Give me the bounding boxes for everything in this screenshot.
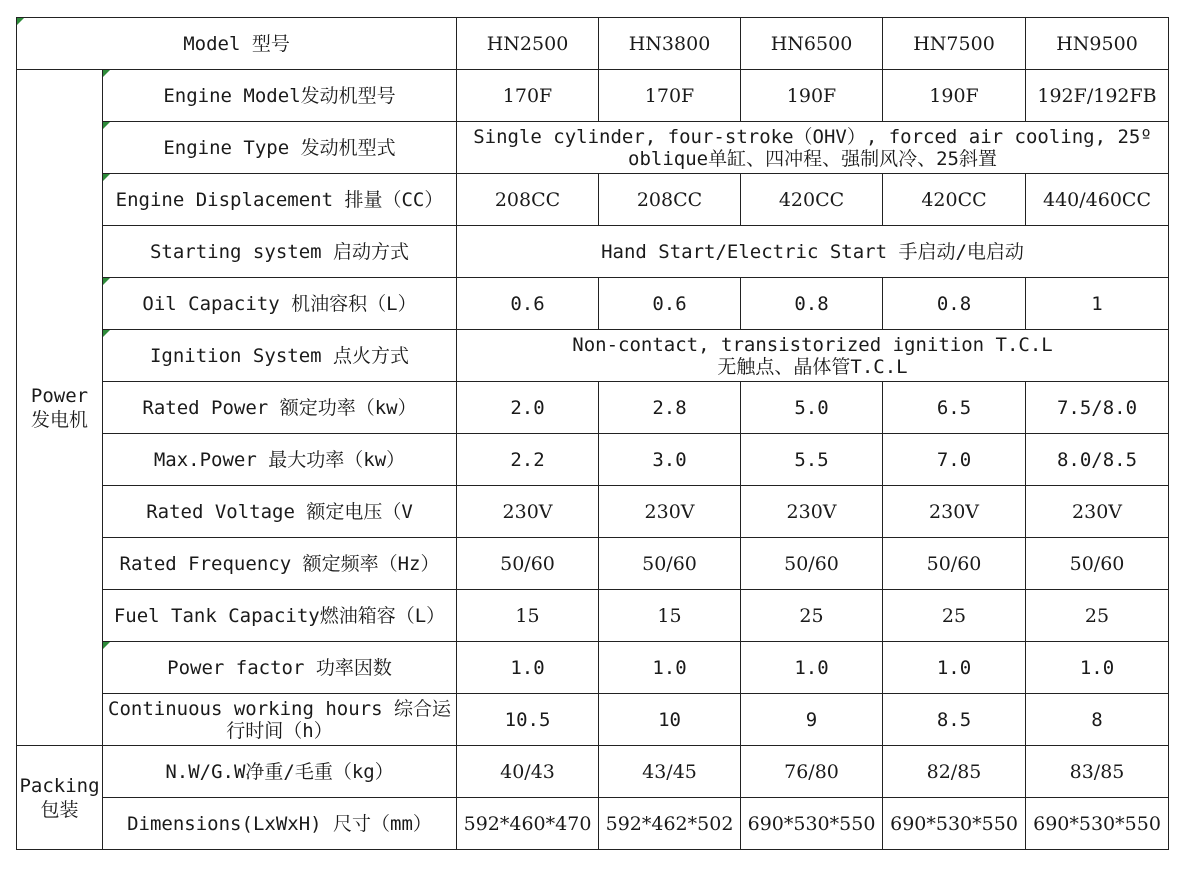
cell-displacement: 420CC <box>741 174 883 226</box>
cell-power-factor: 1.0 <box>741 642 883 694</box>
cell-rated-frequency: 50/60 <box>457 538 599 590</box>
cell-oil-capacity: 1 <box>1026 278 1169 330</box>
label-dimensions: Dimensions(LxWxH) 尺寸（mm） <box>103 798 457 850</box>
model-header-hn3800: HN3800 <box>599 18 741 70</box>
row-oil <box>17 278 1169 330</box>
row-displacement <box>17 174 1169 226</box>
label-working-hours: Continuous working hours 综合运行时间（h） <box>103 694 457 746</box>
cell-dimensions: 690*530*550 <box>883 798 1026 850</box>
cell-ignition: Non-contact, transistorized ignition T.C.L 无触点、晶体管T.C.L <box>457 330 1169 382</box>
cell-working-hours: 8 <box>1026 694 1169 746</box>
label-oil-capacity: Oil Capacity 机油容积（L） <box>103 278 457 330</box>
cell-oil-capacity: 0.8 <box>741 278 883 330</box>
label-engine-type: Engine Type 发动机型式 <box>103 122 457 174</box>
model-header-hn9500: HN9500 <box>1026 18 1169 70</box>
cell-working-hours: 9 <box>741 694 883 746</box>
cell-rated-voltage: 230V <box>599 486 741 538</box>
cell-max-power: 3.0 <box>599 434 741 486</box>
cell-engine-model: 192F/192FB <box>1026 70 1169 122</box>
cell-dimensions: 592*460*470 <box>457 798 599 850</box>
cell-weight: 76/80 <box>741 746 883 798</box>
label-max-power: Max.Power 最大功率（kw） <box>103 434 457 486</box>
row-rated-voltage <box>17 486 1169 538</box>
row-fuel-tank <box>17 590 1169 642</box>
cell-rated-voltage: 230V <box>741 486 883 538</box>
cell-rated-frequency: 50/60 <box>1026 538 1169 590</box>
label-weight: N.W/G.W净重/毛重（kg） <box>103 746 457 798</box>
row-max-power <box>17 434 1169 486</box>
cell-power-factor: 1.0 <box>1026 642 1169 694</box>
spec-table-container <box>16 17 1169 850</box>
cell-working-hours: 10 <box>599 694 741 746</box>
label-ignition: Ignition System 点火方式 <box>103 330 457 382</box>
label-rated-voltage: Rated Voltage 额定电压（V <box>103 486 457 538</box>
cell-weight: 40/43 <box>457 746 599 798</box>
cell-engine-model: 190F <box>883 70 1026 122</box>
cell-engine-model: 170F <box>599 70 741 122</box>
cell-rated-frequency: 50/60 <box>883 538 1026 590</box>
cell-power-factor: 1.0 <box>457 642 599 694</box>
cell-engine-model: 190F <box>741 70 883 122</box>
label-starting: Starting system 启动方式 <box>103 226 457 278</box>
label-rated-power: Rated Power 额定功率（kw） <box>103 382 457 434</box>
label-displacement: Engine Displacement 排量（CC） <box>103 174 457 226</box>
row-ignition <box>17 330 1169 382</box>
cell-oil-capacity: 0.8 <box>883 278 1026 330</box>
cell-rated-power: 7.5/8.0 <box>1026 382 1169 434</box>
cell-dimensions: 592*462*502 <box>599 798 741 850</box>
cell-starting: Hand Start/Electric Start 手启动/电启动 <box>457 226 1169 278</box>
cell-weight: 43/45 <box>599 746 741 798</box>
spec-table <box>16 17 1169 850</box>
cell-fuel-tank: 25 <box>741 590 883 642</box>
cell-working-hours: 8.5 <box>883 694 1026 746</box>
row-engine-type <box>17 122 1169 174</box>
cell-power-factor: 1.0 <box>599 642 741 694</box>
cell-fuel-tank: 25 <box>883 590 1026 642</box>
label-engine-model: Engine Model发动机型号 <box>103 70 457 122</box>
cell-displacement: 208CC <box>599 174 741 226</box>
cell-engine-model: 170F <box>457 70 599 122</box>
cell-rated-power: 2.0 <box>457 382 599 434</box>
row-power-factor <box>17 642 1169 694</box>
cell-rated-voltage: 230V <box>1026 486 1169 538</box>
cell-fuel-tank: 25 <box>1026 590 1169 642</box>
cell-fuel-tank: 15 <box>457 590 599 642</box>
label-fuel-tank: Fuel Tank Capacity燃油箱容（L） <box>103 590 457 642</box>
model-header-hn7500: HN7500 <box>883 18 1026 70</box>
cell-rated-frequency: 50/60 <box>599 538 741 590</box>
cell-max-power: 2.2 <box>457 434 599 486</box>
cell-max-power: 8.0/8.5 <box>1026 434 1169 486</box>
row-rated-frequency <box>17 538 1169 590</box>
cell-rated-voltage: 230V <box>457 486 599 538</box>
row-dimensions <box>17 798 1169 850</box>
cell-displacement: 420CC <box>883 174 1026 226</box>
cell-rated-power: 2.8 <box>599 382 741 434</box>
cell-oil-capacity: 0.6 <box>457 278 599 330</box>
cell-max-power: 5.5 <box>741 434 883 486</box>
cell-engine-type: Single cylinder, four-stroke（OHV）, forced air cooling, 25º oblique单缸、四冲程、强制风冷、25斜置 <box>457 122 1169 174</box>
row-rated-power <box>17 382 1169 434</box>
cell-power-factor: 1.0 <box>883 642 1026 694</box>
cell-dimensions: 690*530*550 <box>741 798 883 850</box>
group-packing: Packing 包装 <box>17 746 103 850</box>
label-rated-frequency: Rated Frequency 额定频率（Hz） <box>103 538 457 590</box>
row-engine-model <box>17 70 1169 122</box>
cell-rated-power: 6.5 <box>883 382 1026 434</box>
cell-weight: 82/85 <box>883 746 1026 798</box>
cell-fuel-tank: 15 <box>599 590 741 642</box>
model-header-hn2500: HN2500 <box>457 18 599 70</box>
row-working-hours <box>17 694 1169 746</box>
cell-rated-voltage: 230V <box>883 486 1026 538</box>
header-row <box>17 18 1169 70</box>
cell-rated-frequency: 50/60 <box>741 538 883 590</box>
model-header-hn6500: HN6500 <box>741 18 883 70</box>
cell-displacement: 440/460CC <box>1026 174 1169 226</box>
row-weight <box>17 746 1169 798</box>
cell-dimensions: 690*530*550 <box>1026 798 1169 850</box>
model-header-label: Model 型号 <box>17 18 457 70</box>
cell-working-hours: 10.5 <box>457 694 599 746</box>
row-starting <box>17 226 1169 278</box>
cell-max-power: 7.0 <box>883 434 1026 486</box>
cell-rated-power: 5.0 <box>741 382 883 434</box>
cell-oil-capacity: 0.6 <box>599 278 741 330</box>
cell-displacement: 208CC <box>457 174 599 226</box>
cell-weight: 83/85 <box>1026 746 1169 798</box>
group-power: Power 发电机 <box>17 70 103 746</box>
label-power-factor: Power factor 功率因数 <box>103 642 457 694</box>
